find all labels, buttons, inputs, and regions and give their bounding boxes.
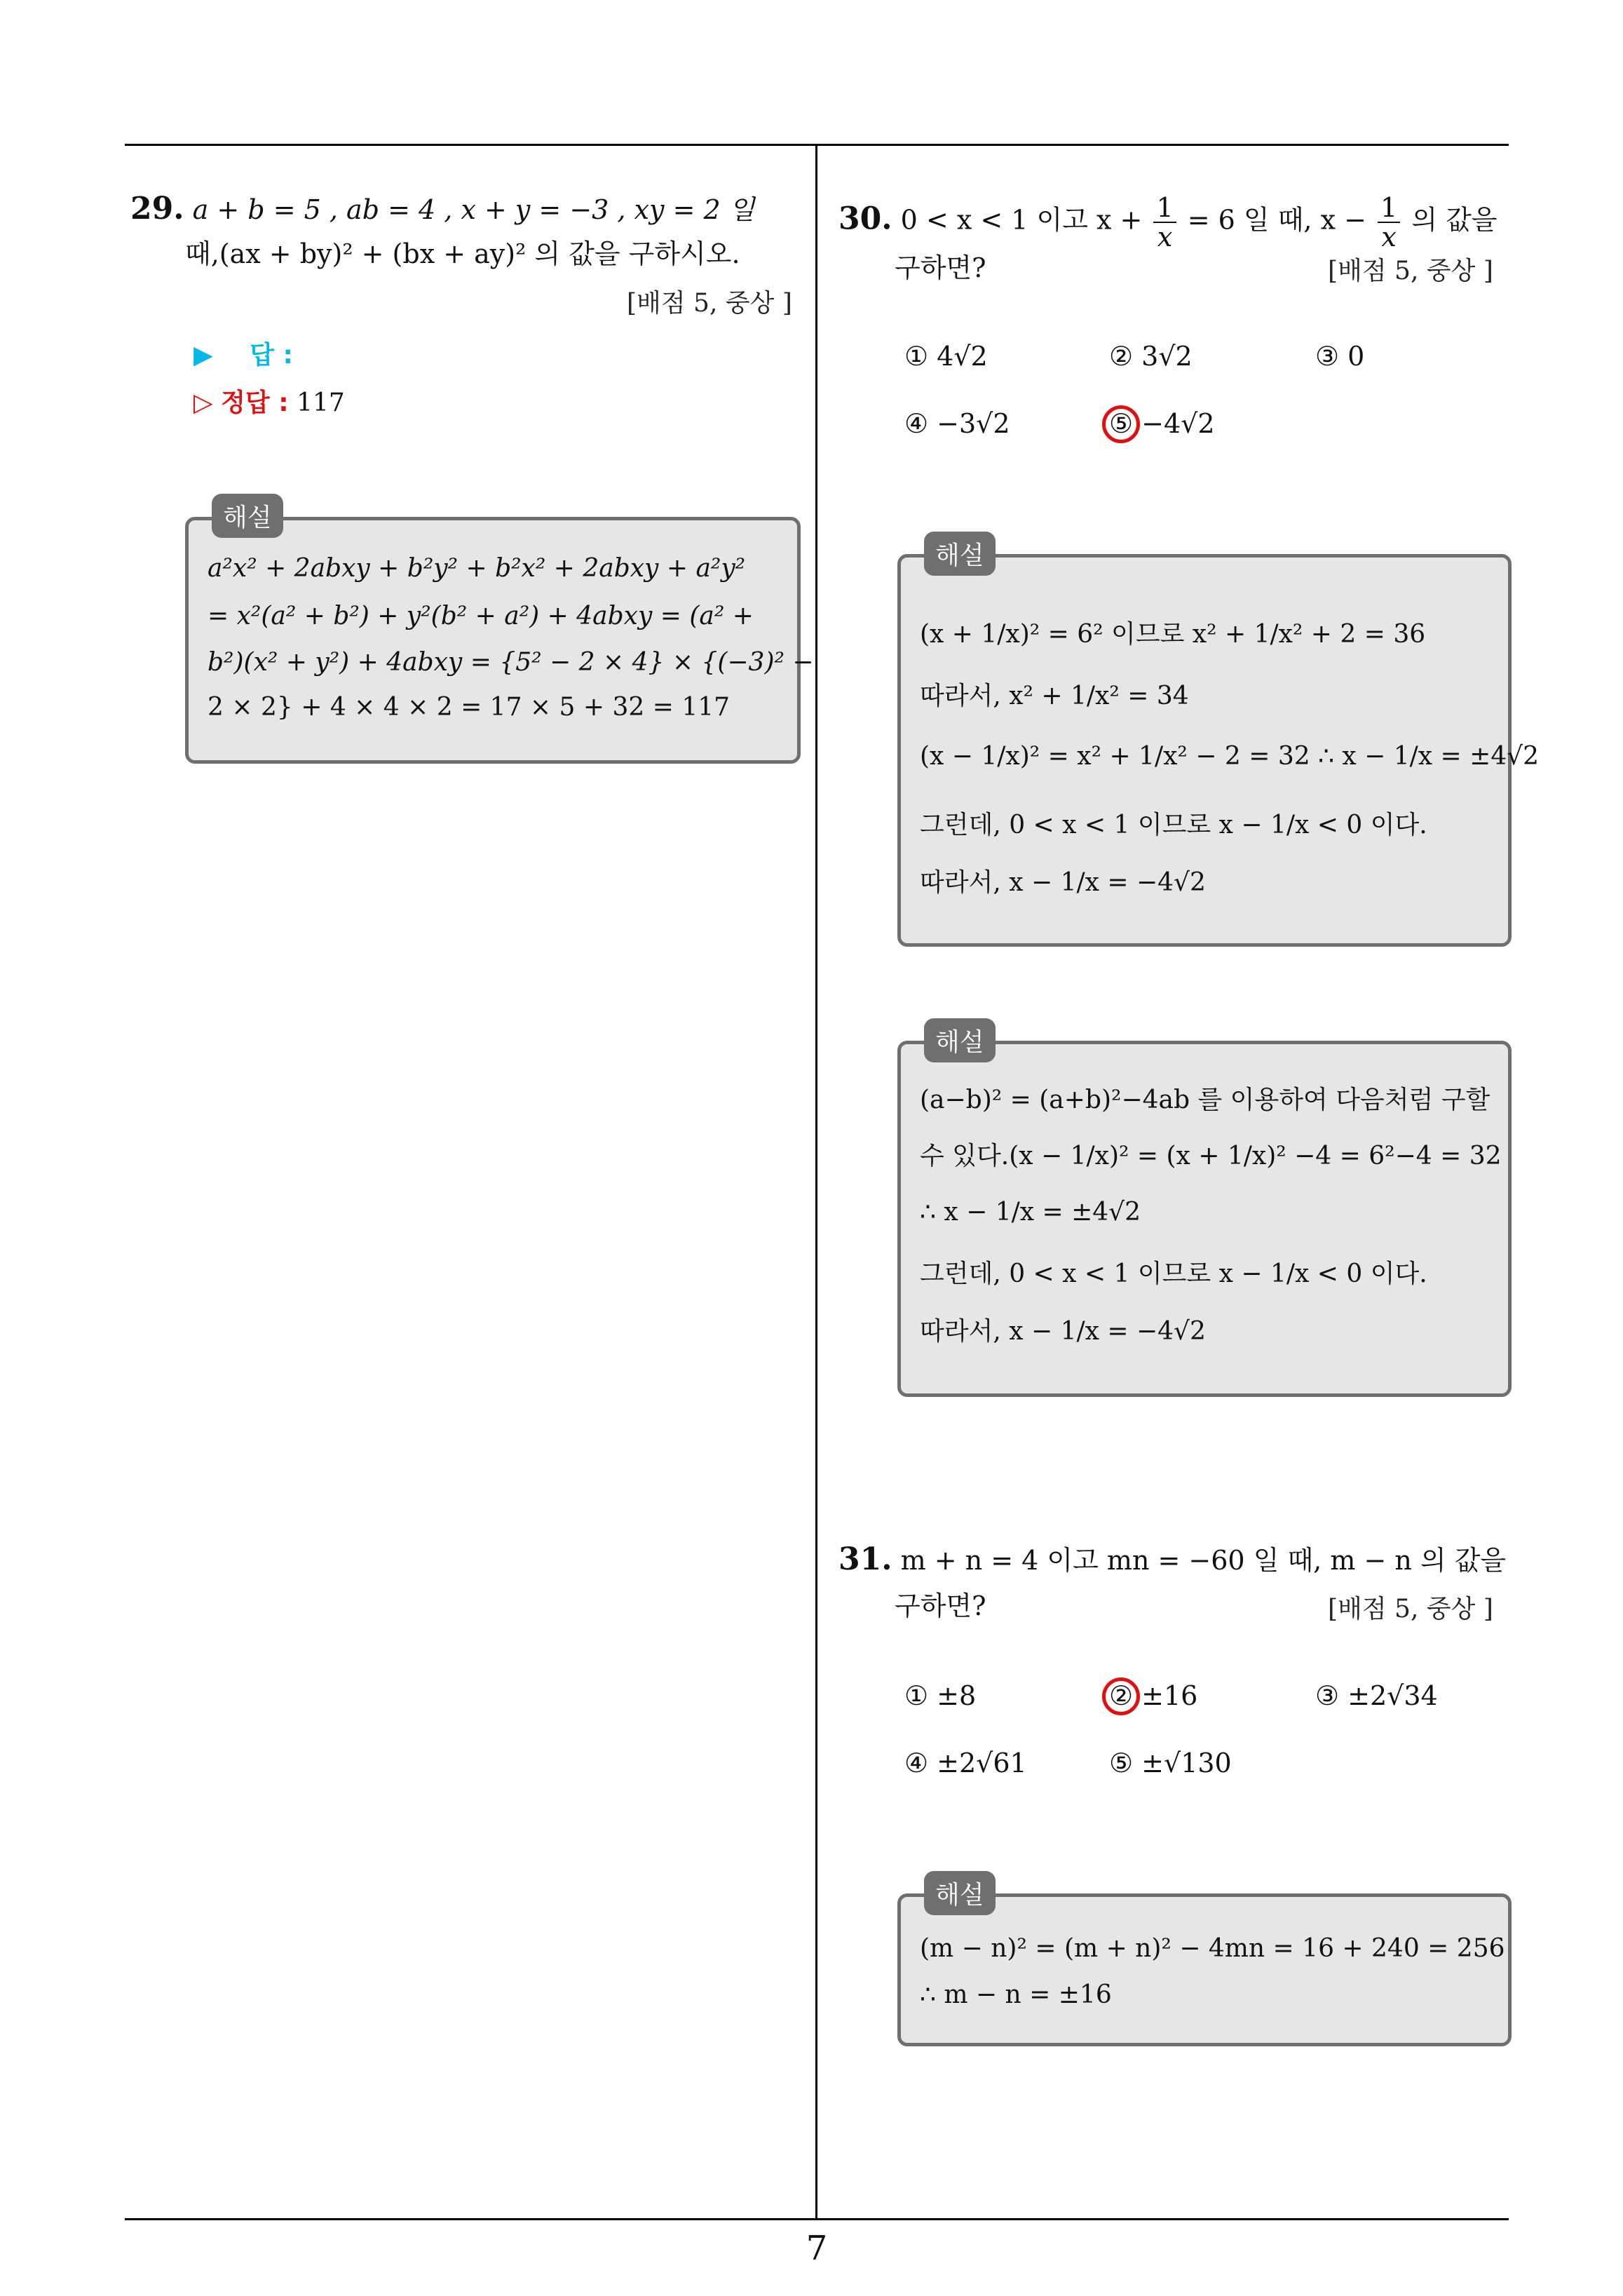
problem-30-text-b: = 6 일 때, x −: [1187, 204, 1366, 236]
problem-31-score: [배점 5, 중상 ]: [1328, 1595, 1493, 1623]
p30-sol1-line5: 따라서, x − 1/x = −4√2: [920, 868, 1206, 897]
p29-solution-line1: a²x² + 2abxy + b²y² + b²x² + 2abxy + a²y²: [208, 554, 746, 583]
p31-choice-5[interactable]: ⑤ ±√130: [1109, 1748, 1232, 1778]
fraction-1-over-x: $\frac{1}{x}$: [1378, 194, 1400, 251]
p31-choice-2[interactable]: ② ±16: [1109, 1680, 1198, 1711]
problem-31-number: 31.: [838, 1541, 892, 1577]
p30-sol2-line4: 그런데, 0 < x < 1 이므로 x − 1/x < 0 이다.: [920, 1260, 1427, 1288]
p30-sol2-line5: 따라서, x − 1/x = −4√2: [920, 1317, 1206, 1346]
play-icon: ▶: [193, 341, 213, 370]
problem-30-text-line2: 구하면?: [895, 252, 986, 283]
problem-30-score: [배점 5, 중상 ]: [1328, 257, 1493, 285]
p30-sol2-line1: (a−b)² = (a+b)²−4ab 를 이용하여 다음처럼 구할: [920, 1086, 1490, 1114]
problem-30-text-c: 의 값을: [1411, 204, 1498, 236]
p30-sol1-line2: 따라서, x² + 1/x² = 34: [920, 682, 1189, 710]
answer-label: 답 :: [250, 341, 293, 370]
problem-29-number: 29.: [130, 191, 184, 227]
problem-29-text-line1: a + b = 5 , ab = 4 , x + y = −3 , xy = 2 일: [192, 194, 755, 225]
problem-30: [838, 194, 1512, 251]
problem-30-number: 30.: [838, 201, 892, 237]
problem-31-solution-box: [897, 1893, 1512, 2046]
problem-31-solution-tag: 해설: [924, 1871, 996, 1915]
p29-solution-line3: b²)(x² + y²) + 4abxy = {5² − 2 × 4} × {(−3)² −: [208, 648, 814, 677]
p30-sol1-line1: (x + 1/x)² = 6² 이므로 x² + 1/x² + 2 = 36: [920, 620, 1426, 649]
problem-31-text-line2: 구하면?: [895, 1591, 986, 1621]
selected-answer-circle: [1102, 1677, 1140, 1715]
p30-choice-1[interactable]: ① 4√2: [904, 341, 988, 372]
p29-solution-line4: 2 × 2} + 4 × 4 × 2 = 17 × 5 + 32 = 117: [208, 693, 731, 722]
p30-sol1-line3: (x − 1/x)² = x² + 1/x² − 2 = 32 ∴ x − 1/x = ±4√2: [920, 742, 1540, 771]
p30-choice-2[interactable]: ② 3√2: [1109, 341, 1193, 372]
problem-29-solution-tag: 해설: [212, 494, 283, 538]
column-divider: [815, 144, 817, 2220]
p30-sol2-line3: ∴ x − 1/x = ±4√2: [920, 1198, 1141, 1227]
p30-sol2-line2: 수 있다.(x − 1/x)² = (x + 1/x)² −4 = 6²−4 = 32: [920, 1142, 1502, 1170]
p30-choice-4[interactable]: ④ −3√2: [904, 408, 1010, 439]
p30-choice-3[interactable]: ③ 0: [1315, 341, 1365, 372]
selected-answer-circle: [1102, 405, 1140, 443]
page-number: 7: [806, 2229, 828, 2268]
correct-answer-row: [193, 383, 345, 419]
problem-29-score: [배점 5, 중상 ]: [627, 289, 792, 318]
p31-solution-line1: (m − n)² = (m + n)² − 4mn = 16 + 240 = 256: [920, 1934, 1505, 1963]
problem-31-text-line1: m + n = 4 이고 mn = −60 일 때, m − n 의 값을: [900, 1545, 1507, 1576]
problem-29: [130, 187, 803, 232]
problem-31: [838, 1537, 1512, 1583]
p30-choice-5[interactable]: ⑤ −4√2: [1109, 408, 1215, 439]
correct-label: 정답 :: [221, 389, 289, 417]
answer-row: [193, 335, 293, 371]
bottom-rule: [125, 2218, 1509, 2220]
fraction-1-over-x: $\frac{1}{x}$: [1153, 194, 1176, 251]
problem-30-solution-tag-1: 해설: [924, 532, 996, 576]
problem-30-solution-tag-2: 해설: [924, 1018, 996, 1062]
p30-sol1-line4: 그런데, 0 < x < 1 이므로 x − 1/x < 0 이다.: [920, 811, 1427, 839]
p31-choice-3[interactable]: ③ ±2√34: [1315, 1680, 1438, 1711]
p31-choice-4[interactable]: ④ ±2√61: [904, 1748, 1027, 1778]
correct-value: 117: [297, 389, 345, 417]
problem-29-text-line2: 때,(ax + by)² + (bx + ay)² 의 값을 구하시오.: [185, 238, 740, 269]
problem-30-text-a: 0 < x < 1 이고 x +: [900, 204, 1143, 236]
p29-solution-line2: = x²(a² + b²) + y²(b² + a²) + 4abxy = (a² +: [208, 602, 754, 630]
p31-choice-1[interactable]: ① ±8: [904, 1680, 977, 1711]
triangle-icon: ▷: [193, 389, 213, 417]
p31-solution-line2: ∴ m − n = ±16: [920, 1980, 1112, 2009]
